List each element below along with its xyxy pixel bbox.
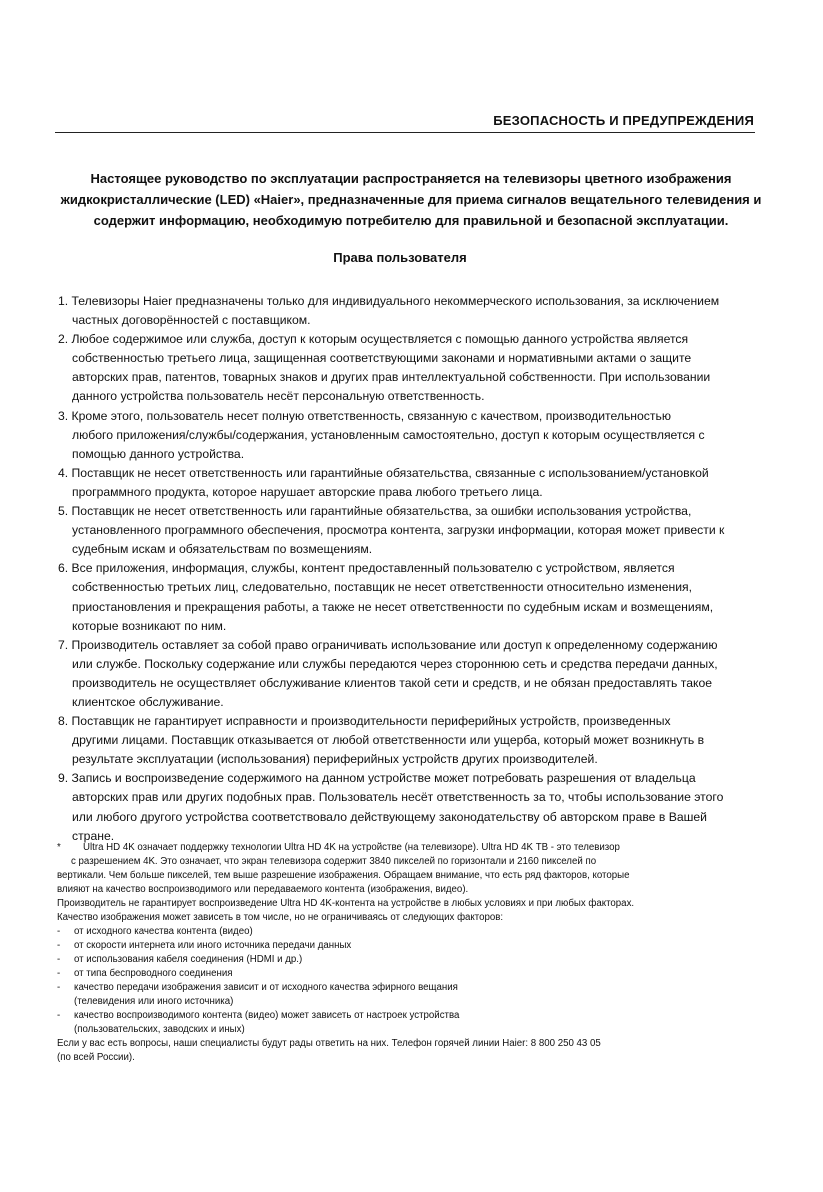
footnote-line: Если у вас есть вопросы, наши специалисты будут рады ответить на них. Телефон горячей линии Haier: 8 800 250 43 05	[57, 1038, 601, 1049]
list-item-line: 1. Телевизоры Haier предназначены только для индивидуального некоммерческого использования, за исключением	[58, 294, 720, 308]
footnote-line: (по всей России).	[57, 1052, 135, 1063]
list-item-line: которые возникают по ним.	[72, 618, 227, 633]
list-item-line: любого приложения/службы/содержания, установленным самостоятельно, доступ к которым осуществляется с	[72, 427, 705, 442]
footnote-line: Качество изображения может зависеть в том числе, но не ограничиваясь от следующих факторов:	[57, 912, 504, 923]
dash-marker: -	[57, 926, 61, 937]
factor-item	[57, 1009, 767, 1023]
list-item	[58, 559, 763, 635]
list-item-line: приостановления и прекращения работы, а также не несет ответственности по судебным искам и возмещениям,	[72, 599, 714, 614]
list-item-line: или службе. Поскольку содержание или службы передаются через стороннюю сеть и средства передачи данных,	[72, 656, 718, 671]
dash-marker: -	[57, 1010, 61, 1021]
list-item-line: программного продукта, которое нарушает авторские права любого третьего лица.	[72, 484, 543, 499]
rights-list	[58, 292, 763, 846]
footnote-line: Производитель не гарантирует воспроизведение Ultra HD 4K-контента на устройстве в любых условиях и при любых факторах.	[57, 898, 635, 909]
list-item-line: клиентское обслуживание.	[72, 694, 224, 709]
list-item-line: 3. Кроме этого, пользователь несет полную ответственность, связанную с качеством, производительностью	[58, 408, 671, 423]
factor-text: качество воспроизводимого контента (видео) может зависеть от настроек устройства	[74, 1010, 460, 1021]
list-item-line: собственностью третьих лиц, следовательно, поставщик не несет ответственности относительно изменения,	[72, 580, 693, 595]
list-item-line: 8. Поставщик не гарантирует исправности и производительности периферийных устройств, произведенных	[58, 714, 671, 729]
list-item	[58, 464, 763, 502]
list-item-line: авторских прав или других подобных прав. Пользователь несёт ответственность за то, чтобы использование этого	[72, 790, 724, 805]
dash-marker: -	[57, 982, 61, 993]
factor-item	[57, 939, 767, 953]
list-item-line: помощью данного устройства.	[72, 446, 245, 461]
factor-item	[57, 981, 767, 995]
list-item-line: данного устройства пользователь несёт персональную ответственность.	[72, 389, 485, 404]
factor-text: от использования кабеля соединения (HDMI и др.)	[74, 954, 303, 965]
factor-item	[57, 953, 767, 967]
factor-text: от скорости интернета или иного источника передачи данных	[74, 940, 352, 951]
list-item-line: установленного программного обеспечения, просмотра контента, загрузки информации, которая может привести к	[72, 523, 725, 538]
dash-marker: -	[57, 954, 61, 965]
list-item	[58, 502, 763, 559]
factor-item	[57, 967, 767, 981]
footnote-text: Ultra HD 4K означает поддержку технологии Ultra HD 4K на устройстве (на телевизоре). Ultra HD 4K ТВ - это телевизор	[83, 842, 620, 853]
section-title: Права пользователя	[333, 250, 467, 265]
list-item-line: результате эксплуатации (использования) периферийных устройств других производителей.	[72, 752, 598, 767]
list-item-line: производитель не осуществляет обслуживание клиентов такой сети и средств, и не обязан предоставлять такое	[72, 675, 712, 690]
list-item-line: собственностью третьего лица, защищенная соответствующими законами и нормативными актами о защите	[72, 351, 692, 366]
intro-line: содержит информацию, необходимую потребителю для правильной и безопасной эксплуатации.	[93, 213, 729, 228]
list-item-line: судебным искам и обязательствам по возмещениям.	[72, 542, 373, 557]
list-item-line: 9. Запись и воспроизведение содержимого на данном устройстве может потребовать разрешения от владельца	[58, 771, 696, 786]
list-item	[58, 330, 763, 406]
page-header-title: БЕЗОПАСНОСТЬ И ПРЕДУПРЕЖДЕНИЯ	[493, 113, 754, 128]
list-item-line: авторских прав, патентов, товарных знаков и других прав интеллектуальной собственности. При использовании	[72, 370, 711, 385]
list-item-line: 5. Поставщик не несет ответственность или гарантийные обязательства, за ошибки использования устройства,	[58, 504, 692, 519]
list-item	[58, 769, 763, 845]
list-item-line: 4. Поставщик не несет ответственность или гарантийные обязательства, связанные с использованием/установкой	[58, 465, 709, 480]
asterisk-marker: *	[57, 842, 61, 853]
list-item-line: другими лицами. Поставщик отказывается от любой ответственности или ущерба, который может возникнуть в	[72, 733, 705, 748]
footnote-line	[57, 841, 767, 855]
intro-paragraph	[50, 168, 772, 231]
factor-item-continuation: (телевидения или иного источника)	[74, 996, 234, 1007]
list-item	[58, 712, 763, 769]
list-item-line: частных договорённостей с поставщиком.	[72, 313, 311, 328]
list-item	[58, 407, 763, 464]
factor-text: качество передачи изображения зависит и от исходного качества эфирного вещания	[74, 982, 458, 993]
dash-marker: -	[57, 968, 61, 979]
dash-marker: -	[57, 940, 61, 951]
footnote-line: вертикали. Чем больше пикселей, тем выше разрешение изображения. Обращаем внимание, что есть ряд факторов, которые	[57, 870, 630, 881]
list-item-line: стране.	[72, 828, 115, 843]
list-item	[58, 292, 763, 330]
header-divider	[55, 132, 755, 133]
factor-text: от исходного качества контента (видео)	[74, 926, 253, 937]
list-item-line: 2. Любое содержимое или служба, доступ к которым осуществляется с помощью данного устройства является	[58, 332, 689, 347]
intro-line: Настоящее руководство по эксплуатации распространяется на телевизоры цветного изображения	[90, 171, 732, 186]
factor-item-continuation: (пользовательских, заводских и иных)	[74, 1024, 245, 1035]
footnote-line: влияют на качество воспроизводимого или передаваемого контента (изображения, видео).	[57, 884, 469, 895]
factor-text: от типа беспроводного соединения	[74, 968, 233, 979]
intro-line: жидкокристаллические (LED) «Haier», предназначенные для приема сигналов вещательного телевидения и	[60, 192, 762, 207]
list-item-line: 6. Все приложения, информация, службы, контент предоставленный пользователю с устройством, является	[58, 561, 675, 576]
footnote-line: с разрешением 4K. Это означает, что экран телевизора содержит 3840 пикселей по горизонтали и 2160 пикселей по	[71, 856, 597, 867]
list-item-line: или любого другого устройства соответствовало действующему законодательству об авторском праве в Вашей	[72, 809, 707, 824]
factor-item	[57, 925, 767, 939]
footnote	[57, 841, 767, 1065]
list-item-line: 7. Производитель оставляет за собой право ограничивать использование или доступ к определенному содержанию	[58, 637, 718, 652]
list-item	[58, 636, 763, 712]
